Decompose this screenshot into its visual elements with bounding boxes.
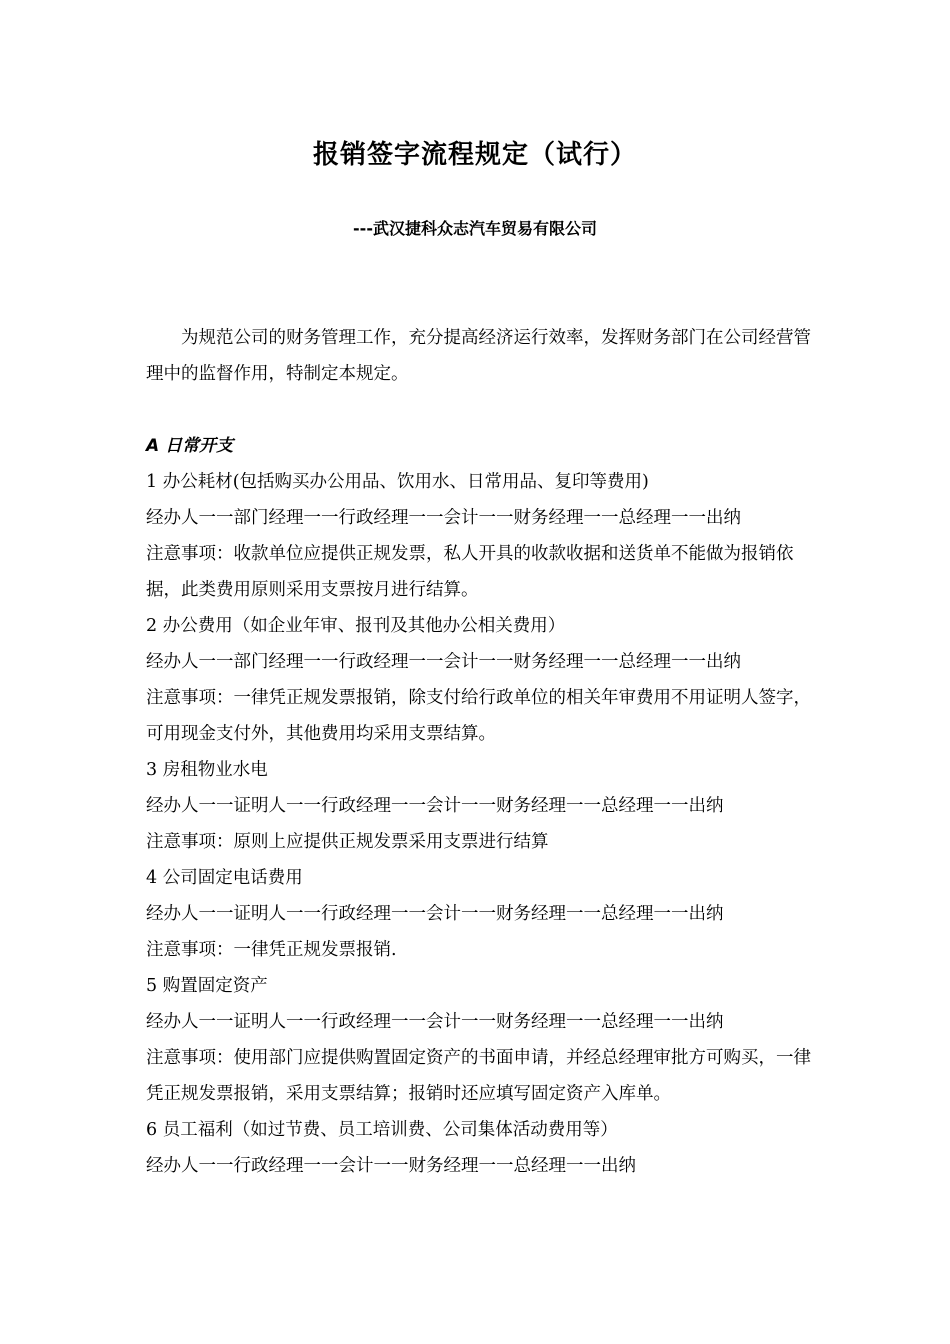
item-title: 3 房租物业水电 <box>146 760 268 780</box>
item-approval-flow: 经办人一一证明人一一行政经理一一会计一一财务经理一一总经理一一出纳 <box>146 1012 724 1032</box>
item-note: 注意事项：一律凭正规发票报销，除支付给行政单位的相关年审费用不用证明人签字，可用现金支付外，其他费用均采用支票结算。 <box>146 688 811 744</box>
item-approval-flow: 经办人一一证明人一一行政经理一一会计一一财务经理一一总经理一一出纳 <box>146 904 724 924</box>
item-note: 注意事项：使用部门应提供购置固定资产的书面申请，并经总经理审批方可购买，一律凭正规发票报销，采用支票结算；报销时还应填写固定资产入库单。 <box>146 1048 811 1104</box>
item-title: 4 公司固定电话费用 <box>146 868 303 888</box>
item-note: 注意事项：一律凭正规发票报销. <box>146 940 397 960</box>
item-approval-flow: 经办人一一部门经理一一行政经理一一会计一一财务经理一一总经理一一出纳 <box>146 508 741 528</box>
item-note: 注意事项：收款单位应提供正规发票，私人开具的收款收据和送货单不能做为报销依据，此类费用原则采用支票按月进行结算。 <box>146 544 794 600</box>
section-daily-expenses <box>146 428 811 1184</box>
document-title: 报销签字流程规定（试行） <box>312 140 637 170</box>
item-approval-flow: 经办人一一部门经理一一行政经理一一会计一一财务经理一一总经理一一出纳 <box>146 652 741 672</box>
item-note: 注意事项：原则上应提供正规发票采用支票进行结算 <box>146 832 549 852</box>
document-subtitle: ---武汉捷科众志汽车贸易有限公司 <box>353 219 597 238</box>
item-title: 5 购置固定资产 <box>146 976 268 996</box>
intro-paragraph: 为规范公司的财务管理工作，充分提高经济运行效率，发挥财务部门在公司经营管理中的监督作用，特制定本规定。 <box>146 328 811 384</box>
item-approval-flow: 经办人一一证明人一一行政经理一一会计一一财务经理一一总经理一一出纳 <box>146 796 724 816</box>
item-title: 6 员工福利（如过节费、员工培训费、公司集体活动费用等） <box>146 1120 618 1140</box>
item-approval-flow: 经办人一一行政经理一一会计一一财务经理一一总经理一一出纳 <box>146 1156 636 1176</box>
item-title: 2 办公费用（如企业年审、报刊及其他办公相关费用） <box>146 616 566 636</box>
section-heading: A 日常开支 <box>146 436 234 456</box>
item-title: 1 办公耗材(包括购买办公用品、饮用水、日常用品、复印等费用) <box>146 472 649 492</box>
